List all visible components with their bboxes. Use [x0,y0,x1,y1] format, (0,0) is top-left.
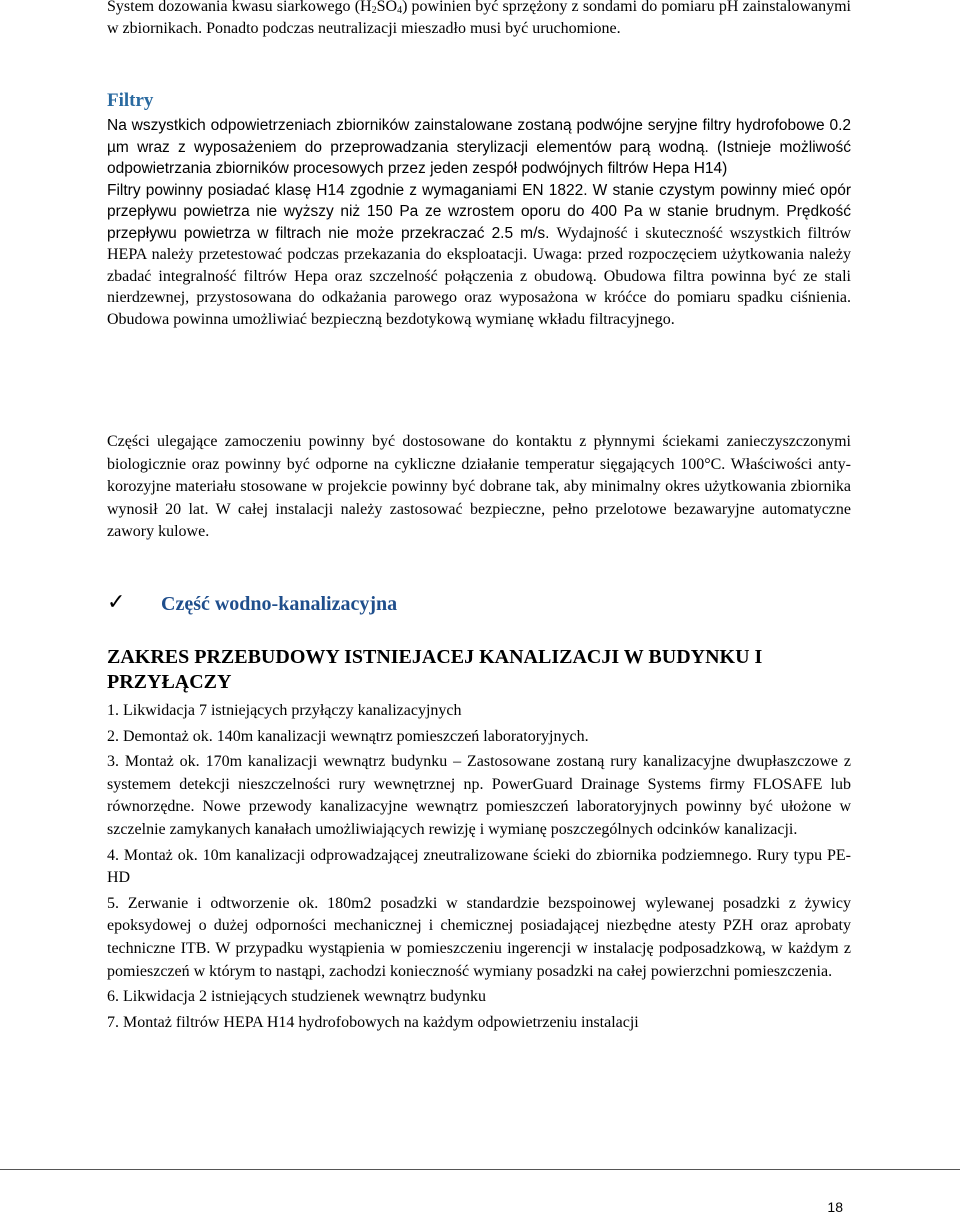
filters-lead: Na wszystkich odpowietrzeniach zbiorników zainstalowane zostaną podwójne seryjne filtry hydrofobowe 0.2 µm wraz z wyposażeniem do przeprowadzania sterylizacji elementów parą wodną. (Istnieje możliwość odpowietrzania zbiorników procesowych przez jeden zespół podwójnych filtrów Hepa H14) [107,117,851,177]
checkmark-icon: ✓ [107,590,126,615]
filters-requirements: Filtry powinny posiadać klasę H14 zgodnie z wymaganiami EN 1822. W stanie czystym powinny mieć opór przepływu powietrza nie wyższy niż 150 Pa ze wzrostem oporu do 400 Pa w stanie brudnym. Prędkość przepływu powietrza w filtrach nie może przekraczać 2.5 m/s. Wydajność i skuteczność wszystkich filtrów HEPA należy przetestować podczas przekazania do eksploatacji. Uwaga: przed rozpoczęciem użytkowania należy zbadać integralność filtrów Hepa oraz szczelność połączenia z obudową. Obudowa filtra powinna być ze stali nierdzewnej, przystosowana do odkażania parowego oraz wyposażona w króćce do pomiaru spadku ciśnienia. Obudowa powinna umożliwiać bezpieczną bezdotykową wymianę wkładu filtracyjnego. [107,181,851,328]
scope-list [107,700,851,1037]
list-item: 6. Likwidacja 2 istniejących studzienek wewnątrz budynku [107,988,486,1006]
list-item: 2. Demontaż ok. 140m kanalizacji wewnątrz pomieszczeń laboratoryjnych. [107,727,589,745]
filters-serif-tail: Wydajność i skuteczność wszystkich filtrów HEPA należy przetestować podczas przekazania do eksploatacji. Uwaga: przed rozpoczęciem użytkowania należy zbadać integralność filtrów Hepa oraz szczelność połączenia z obudową. Obudowa filtra powinna być ze stali nierdzewnej, przystosowana do odkażania parowego oraz wyposażona w króćce do pomiaru spadku ciśnienia. Obudowa powinna umożliwiać bezpieczną bezdotykową wymianę wkładu filtracyjnego. [107,224,851,328]
page-number: 18 [827,1199,843,1215]
list-item: 3. Montaż ok. 170m kanalizacji wewnątrz budynku – Zastosowane zostaną rury kanalizacyjne dwupłaszczowe z systemem detekcji nieszczelności rury wewnętrznej np. PowerGuard Drainage Systems firmy FLOSAFE lub równorzędne. Nowe przewody kanalizacyjne wewnątrz pomieszczeń laboratoryjnych powinny być ułożone w szczelnie zamykanych kanałach umożliwiających rewizję i wymianę poszczególnych odcinków kanalizacji. [107,753,851,838]
list-item: 1. Likwidacja 7 istniejących przyłączy kanalizacyjnych [107,702,462,719]
list-item: 5. Zerwanie i odtworzenie ok. 180m2 posadzki w standardzie bezspoinowej wylewanej posadzki z żywicy epoksydowej o dużej odporności mechanicznej i chemicznej posiadającej niezbędne atesty PZH oraz aprobaty techniczne ITB. W przypadku wystąpienia w pomieszczeniu ingerencji w instalację podposadzkową, w każdym z pomieszczeń w którym to nastąpi, zachodzi konieczność wymiany posadzki na całej powierzchni pomieszczenia. [107,894,851,980]
list-item: 4. Montaż ok. 10m kanalizacji odprowadzającej zneutralizowane ścieki do zbiornika podziemnego. Rury typu PE-HD [107,846,851,887]
filters-option: (Istnieje możliwość odpowietrzania zbiorników procesowych przez jeden zespół podwójnych filtrów Hepa H14) [107,138,851,177]
dosing-paragraph: System dozowania kwasu siarkowego $(H_2SO_4)$ powinien być sprzężony z sondami do pomiaru pH zainstalowanymi w zbiornikach. Ponadto podczas neutralizacji mieszadło musi być uruchomione. [107,0,851,37]
parts-paragraph: Części ulegające zamoczeniu powinny być dostosowane do kontaktu z płynnymi ściekami zanieczyszczonymi biologicznie oraz powinny być odporne na cykliczne działanie temperatur sięgających 100°C. Właściwości anty-korozyjne materiału stosowane w projekcie powinny być dobrane tak, aby minimalny okres użytkowania zbiornika wynosił 20 lat. W całej instalacji należy zastosować bezpieczne, pełno przelotowe bezawaryjne automatyczne zawory kulowe. [107,433,851,541]
scope-heading: ZAKRES PRZEBUDOWY ISTNIEJACEJ KANALIZACJI W BUDYNKU I PRZYŁĄCZY [107,646,763,693]
section-title-row [107,590,851,618]
list-item: 7. Montaż filtrów HEPA H14 hydrofobowych na każdym odpowietrzeniu instalacji [107,1013,639,1031]
footer-divider [0,1169,960,1170]
filters-section [107,115,851,330]
section-title: Część wodno-kanalizacyjna [161,593,398,615]
filters-heading: Filtry [107,90,154,111]
